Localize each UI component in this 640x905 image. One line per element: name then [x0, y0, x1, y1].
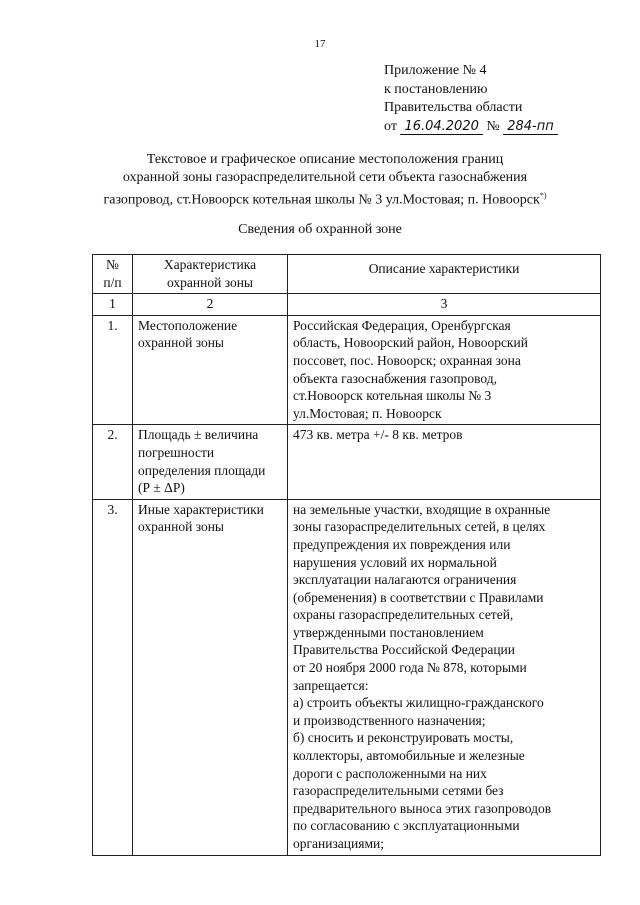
description-line: по согласованию с эксплуатационными — [293, 818, 520, 834]
number-prefix: № — [486, 118, 500, 134]
characteristic-line: Иные характеристики — [138, 501, 264, 517]
description-line: нарушения условий их нормальной — [293, 554, 497, 570]
row-number: 1. — [93, 315, 133, 425]
section-subtitle: Сведения об охранной зоне — [238, 222, 402, 237]
description-line: от 20 ноября 2000 года № 878, которыми — [293, 660, 527, 676]
title-line-2: охранной зоны газораспределительной сети объекта газоснабжения — [122, 170, 528, 185]
appendix-header — [384, 62, 558, 136]
column-index: 3 — [288, 294, 601, 316]
footnote-mark: *) — [539, 191, 547, 200]
row-number: 2. — [93, 425, 133, 499]
table-index-row — [93, 294, 601, 316]
row-number: 3. — [93, 499, 133, 855]
description-line: б) сносить и реконструировать мосты, — [293, 730, 514, 746]
description-line: (обременения) в соответствии с Правилами — [293, 589, 544, 605]
row-characteristic — [133, 425, 288, 499]
handwritten-number: 284-пп — [503, 119, 558, 135]
appendix-line-2: к постановлению — [384, 81, 488, 97]
description-line: организациями; — [293, 836, 384, 851]
description-line: охраны газораспределительных сетей, — [293, 607, 514, 623]
characteristic-line: определения площади — [138, 462, 266, 478]
characteristic-line: охранной зоны — [138, 519, 225, 535]
description-line: и производственного назначения; — [293, 712, 486, 728]
title-line-3 — [60, 187, 590, 210]
row-description — [288, 499, 601, 855]
description-line: утвержденными постановлением — [293, 624, 484, 640]
row-description — [288, 315, 601, 425]
description-line: коллекторы, автомобильные и железные — [293, 748, 525, 764]
description-line: область, Новоорский район, Новоорский — [293, 335, 528, 351]
description-line: объекта газоснабжения газопровод, — [293, 370, 497, 386]
characteristic-line: погрешности — [138, 444, 215, 460]
row-characteristic — [133, 499, 288, 855]
appendix-date-line — [384, 118, 558, 137]
header-num — [93, 255, 133, 294]
description-line: зоны газораспределительных сетей, в целях — [293, 519, 546, 535]
description-line: 473 кв. метра +/- 8 кв. метров — [293, 427, 463, 443]
header-characteristic — [133, 255, 288, 294]
description-line: газораспределительными сетями без — [293, 783, 504, 799]
description-line: Российская Федерация, Оренбургская — [293, 317, 511, 333]
header-num-line: п/п — [103, 274, 122, 290]
column-index: 1 — [93, 294, 133, 316]
row-description — [288, 425, 601, 499]
description-line: предварительного выноса этих газопроводов — [293, 800, 552, 816]
table-header-row — [93, 255, 601, 294]
table-row — [93, 425, 601, 499]
row-characteristic — [133, 315, 288, 425]
characteristic-line: (Р ± ΔР) — [138, 480, 185, 496]
title-line-3-text: газопровод, ст.Новоорск котельная школы № 3 ул.Мостовая; п. Новоорск — [103, 192, 540, 208]
page-number: 17 — [314, 38, 326, 50]
description-line: эксплуатации налагаются ограничения — [293, 572, 517, 588]
protection-zone-table — [92, 254, 601, 856]
header-description: Описание характеристики — [288, 255, 601, 294]
characteristic-line: охранной зоны — [138, 335, 225, 351]
description-line: а) строить объекты жилищно-гражданского — [293, 695, 544, 711]
description-line: запрещается: — [293, 677, 369, 693]
description-line: дороги с расположенными на них — [293, 765, 487, 781]
table-row — [93, 315, 601, 425]
description-line: на земельные участки, входящие в охранные — [293, 501, 551, 517]
appendix-line-3: Правительства области — [384, 100, 523, 115]
document-title — [60, 151, 590, 210]
appendix-line-1: Приложение № 4 — [384, 63, 487, 78]
header-num-line: № — [106, 257, 119, 272]
header-characteristic-line: охранной зоны — [166, 274, 253, 290]
description-line: Правительства Российской Федерации — [293, 642, 515, 658]
table-body — [93, 255, 601, 856]
table-row — [93, 499, 601, 855]
characteristic-line: Площадь ± величина — [138, 427, 259, 443]
title-line-1: Текстовое и графическое описание местоположения границ — [146, 152, 504, 167]
column-index: 2 — [133, 294, 288, 316]
header-characteristic-line: Характеристика — [163, 257, 257, 272]
description-line: предупреждения их повреждения или — [293, 536, 511, 552]
handwritten-date: 16.04.2020 — [400, 119, 482, 135]
date-prefix: от — [384, 118, 397, 134]
description-line: ул.Мостовая; п. Новоорск — [293, 405, 442, 421]
description-line: ст.Новоорск котельная школы № 3 — [293, 388, 492, 404]
characteristic-line: Местоположение — [138, 317, 238, 333]
description-line: поссовет, пос. Новоорск; охранная зона — [293, 352, 521, 368]
